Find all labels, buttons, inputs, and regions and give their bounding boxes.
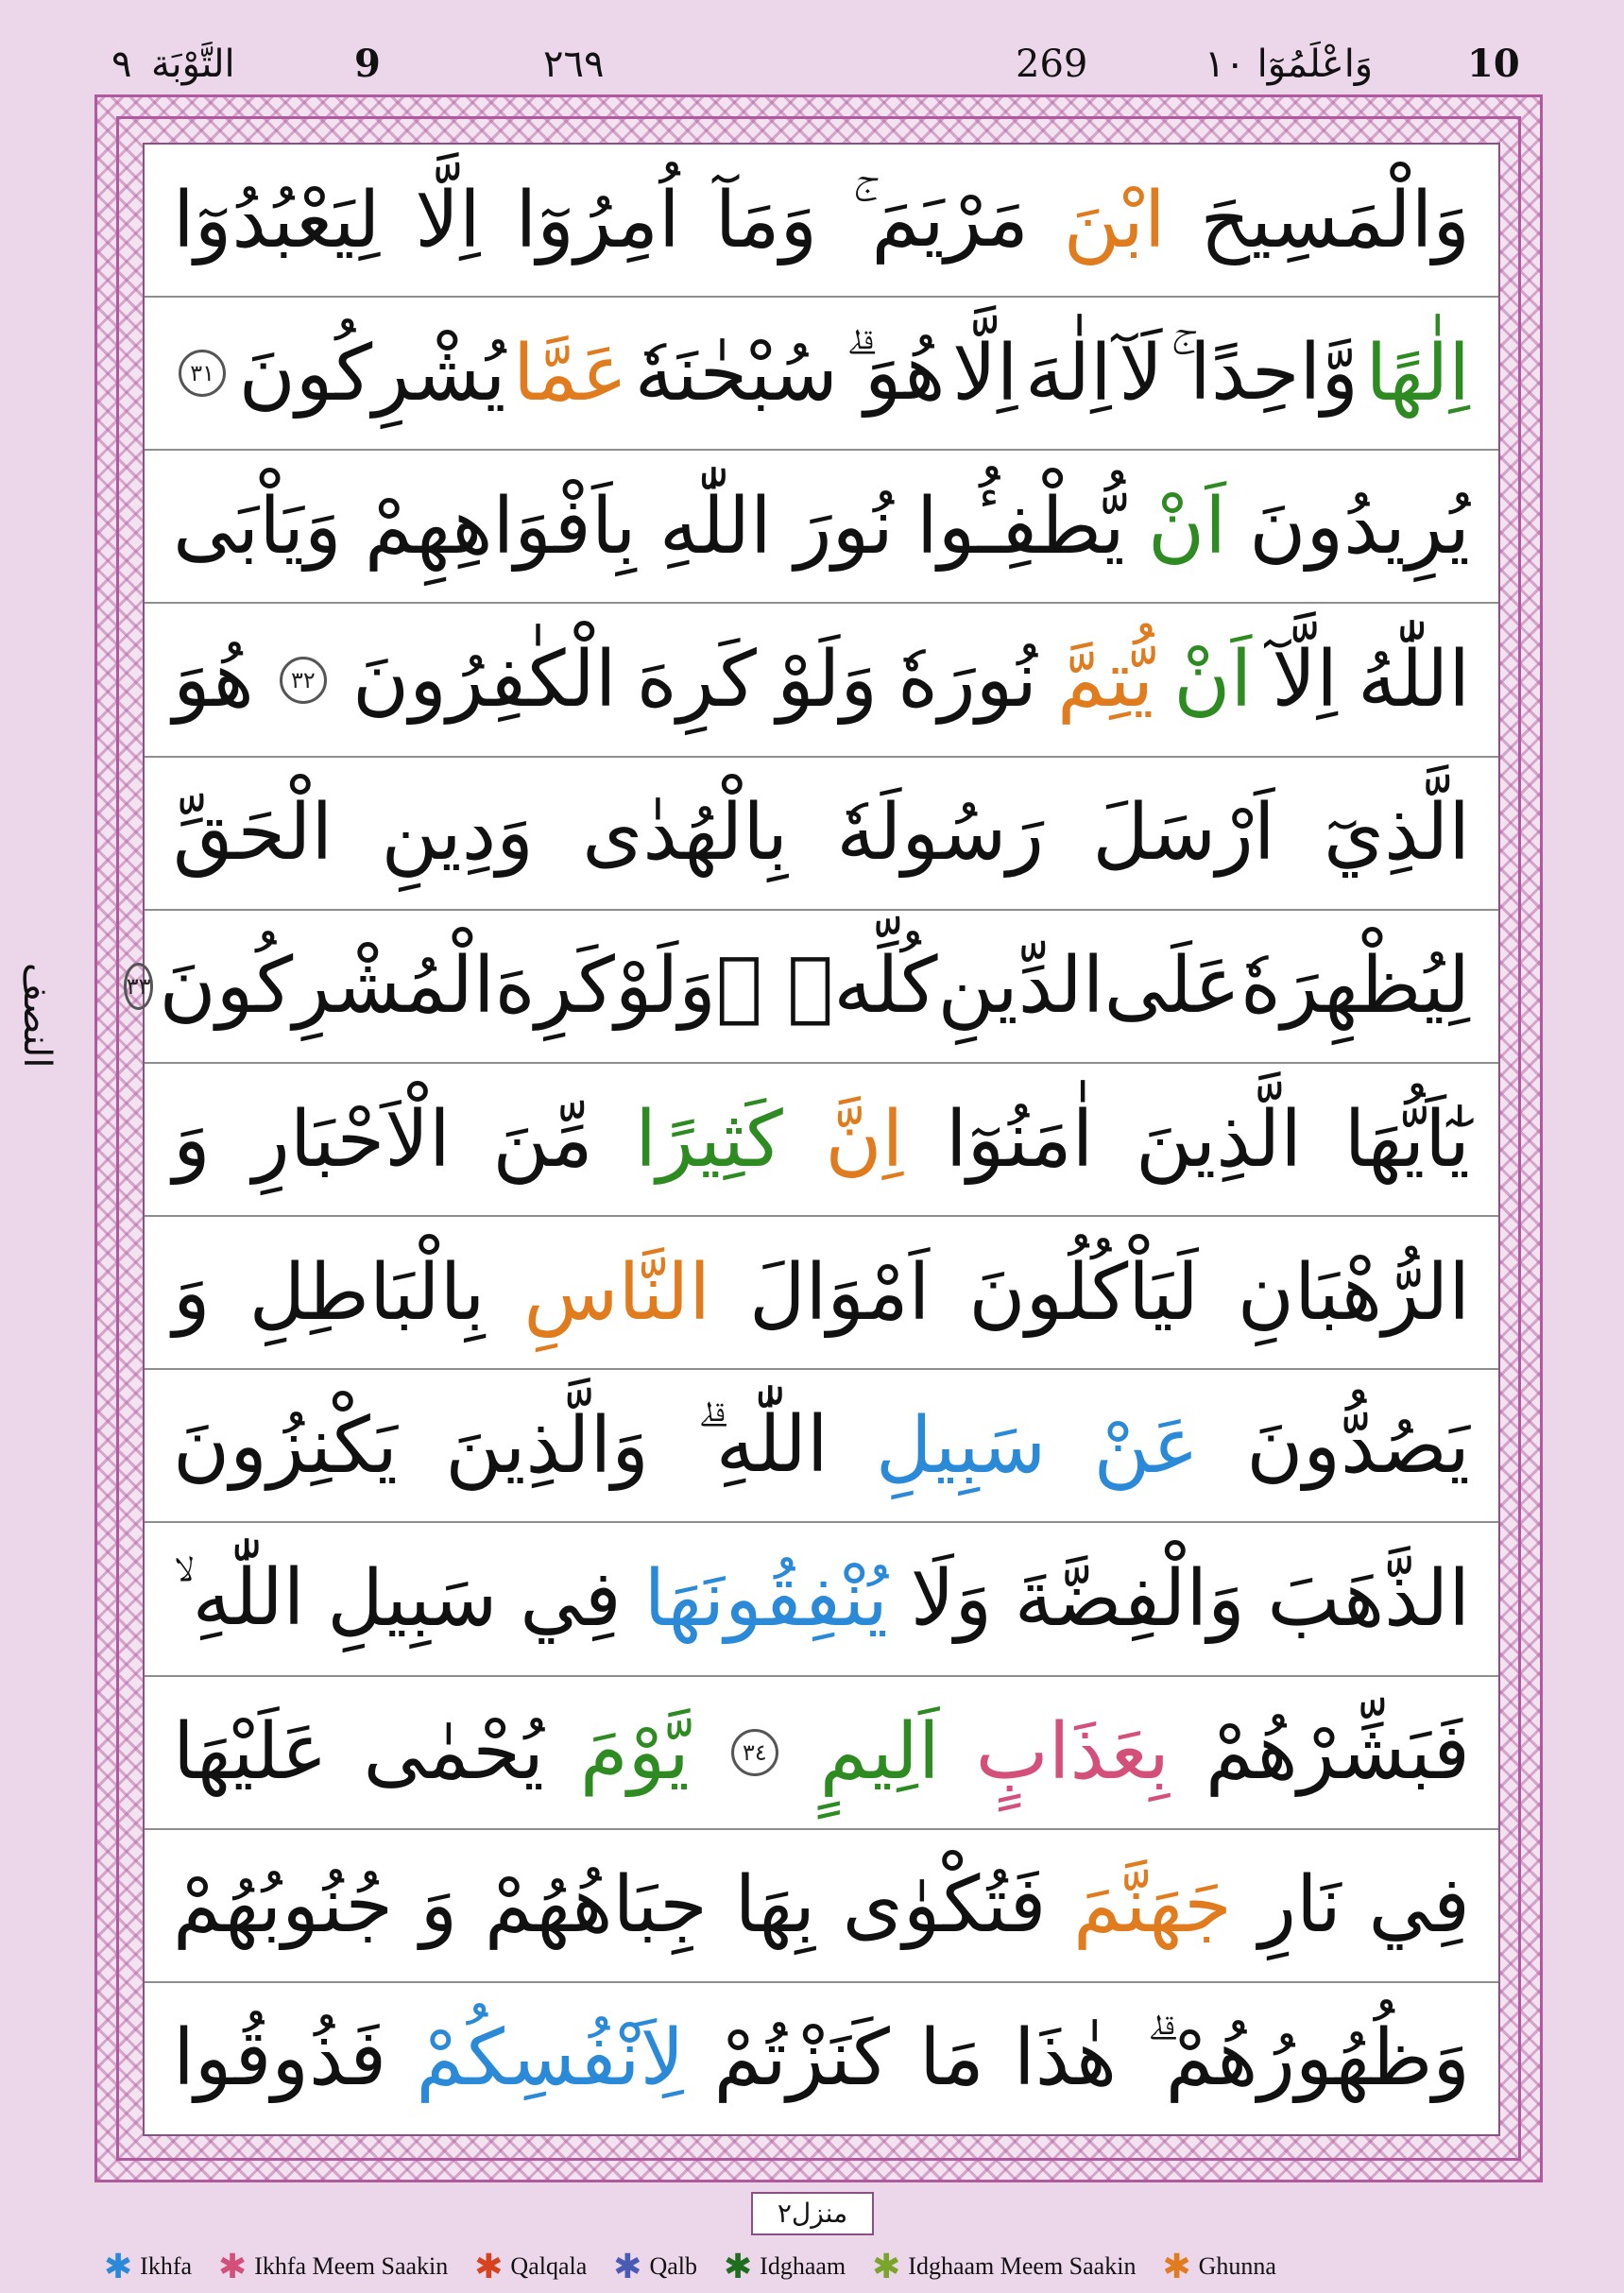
quran-word: هٰذَا — [1013, 2013, 1117, 2104]
quran-word: وَدِينِ — [381, 788, 534, 879]
legend-label: Idghaam — [760, 2252, 846, 2280]
text-line — [145, 451, 1498, 604]
text-line — [126, 911, 1498, 1064]
quran-word: الرُّهْبَانِ — [1237, 1247, 1470, 1338]
quran-word: اللّٰهِ ۗ — [696, 1400, 829, 1491]
quran-word: اللّٰهِ — [658, 481, 772, 572]
quran-word: جِبَاهُهُمْ — [484, 1860, 708, 1951]
quran-word: يٰٓاَيُّهَا — [1343, 1094, 1470, 1185]
quran-word: لَآ — [1119, 328, 1164, 419]
quran-word: يَكْنِزُونَ — [173, 1400, 398, 1491]
star-icon: ✱ — [474, 2248, 504, 2285]
quran-word: فِي — [520, 1553, 622, 1644]
surah-name: التَّوْبَة — [151, 43, 235, 86]
quran-word: اِلَّا — [415, 175, 481, 265]
quran-word: بِهَا — [734, 1860, 816, 1951]
text-line — [145, 145, 1498, 298]
juz-name: وَاعْلَمُوٓا ١٠ — [1205, 43, 1374, 86]
quran-word: فَبَشِّرْهُمْ — [1205, 1707, 1470, 1798]
legend-item — [104, 2250, 192, 2284]
quran-word: يُرِيدُونَ — [1249, 481, 1470, 572]
quran-word: الْحَقِّ — [173, 788, 333, 879]
quran-word: الْمُشْرِكُونَ — [159, 941, 495, 1032]
hizb-marker-label: النصف — [15, 963, 59, 1069]
quran-word: هُوَ — [173, 635, 254, 726]
quran-word: مِّنَ — [492, 1094, 593, 1185]
quran-word: يُّطْفِـُٔوا — [916, 481, 1125, 572]
quran-word: بِاَفْوَاهِهِمْ — [364, 481, 637, 572]
quran-word: يَصُدُّونَ — [1246, 1400, 1470, 1491]
quran-word: عَلَيْهَا — [173, 1707, 328, 1798]
star-icon: ✱ — [218, 2248, 248, 2285]
quran-word: الدِّينِ — [937, 941, 1104, 1032]
quran-word: وَ — [173, 1247, 211, 1338]
page-number-arabic: ٢٦٩ — [543, 43, 605, 86]
quran-word: سَبِيلِ — [327, 1553, 498, 1644]
legend-label: Idghaam Meem Saakin — [908, 2252, 1137, 2280]
ornamental-frame — [94, 94, 1543, 2182]
star-icon: ✱ — [872, 2248, 901, 2285]
text-line — [145, 1217, 1498, 1370]
quran-word: الذَّهَبَ — [1267, 1553, 1470, 1644]
quran-word: لِيَعْبُدُوٓا — [173, 175, 381, 265]
ayah-number-marker: ٣١ — [179, 350, 226, 397]
quran-word: لِيُظْهِرَهٗ — [1240, 941, 1470, 1032]
ayah-number-marker: ٣٣ — [124, 963, 154, 1010]
quran-word: وَالْفِضَّةَ — [1014, 1553, 1245, 1644]
tajweed-color-legend — [104, 2247, 1559, 2286]
quran-word: بِالْبَاطِلِ — [248, 1247, 486, 1338]
manzil-label: منزل٢ — [751, 2192, 874, 2235]
quran-word: اللّٰهُ — [1358, 635, 1470, 726]
quran-word: اللّٰهِ ۙ — [173, 1553, 305, 1644]
quran-word: وَالْمَسِيحَ — [1200, 175, 1470, 265]
quran-word: الْاَحْبَارِ — [252, 1094, 451, 1185]
quran-word: عَلَى — [1103, 941, 1240, 1032]
quran-word: اِلٰهَ — [1025, 328, 1112, 419]
quran-word: يُنْفِقُونَهَا — [643, 1553, 888, 1644]
quran-word: مَرْيَمَ ۚ — [851, 175, 1029, 265]
quran-word: كَرِهَ — [636, 635, 757, 726]
text-line — [145, 1523, 1498, 1676]
quran-word: يُحْمٰى — [363, 1707, 545, 1798]
quran-word: وَمَآ — [714, 175, 818, 265]
quran-word: اَنْ — [1173, 635, 1253, 726]
quran-word: الْكٰفِرُونَ — [351, 635, 617, 726]
quran-word: فَتُكْوٰى — [842, 1860, 1047, 1951]
quran-word: جُنُوبُهُمْ — [173, 1860, 394, 1951]
quran-word: بِالْهُدٰى — [582, 788, 789, 879]
legend-item — [218, 2250, 448, 2284]
quran-word: وَّاحِدًا ۚ — [1170, 328, 1359, 419]
quran-text-area — [126, 143, 1500, 2136]
text-line — [145, 1983, 1498, 2134]
quran-word: اِنَّ — [825, 1094, 904, 1185]
text-line — [145, 758, 1498, 911]
quran-word: رَسُولَهٗ — [836, 788, 1045, 879]
star-icon: ✱ — [613, 2248, 642, 2285]
quran-word: مَا — [918, 2013, 984, 2104]
quran-word: الَّذِيٓ — [1324, 788, 1470, 879]
quran-word: كَثِيرًا — [635, 1094, 783, 1185]
quran-word: اِلٰهًا — [1365, 328, 1470, 419]
quran-word: كُلِّهٖ ۙ — [715, 941, 938, 1032]
quran-word: اِلَّآ — [1272, 635, 1338, 726]
quran-word: اِلَّا — [951, 328, 1018, 419]
quran-word: لَيَاْكُلُونَ — [968, 1247, 1199, 1338]
quran-word: اٰمَنُوٓا — [945, 1094, 1094, 1185]
quran-word: وَالَّذِينَ — [445, 1400, 649, 1491]
text-line — [145, 1830, 1498, 1983]
quran-word: سُبْحٰنَهٗ — [634, 328, 838, 419]
quran-word: نُورَ — [794, 481, 894, 572]
text-line — [145, 1064, 1498, 1217]
legend-item — [613, 2250, 697, 2284]
quran-word: وَلَوْ — [777, 635, 879, 726]
legend-label: Qalqala — [510, 2252, 588, 2280]
page-number: 269 — [1016, 43, 1088, 86]
quran-word: بِعَذَابٍ — [975, 1707, 1170, 1798]
quran-word: فِي — [1368, 1860, 1470, 1951]
quran-word: اَنْ — [1148, 481, 1227, 572]
text-line — [145, 1370, 1498, 1523]
legend-label: Ikhfa — [140, 2252, 193, 2280]
text-line — [145, 298, 1498, 451]
quran-word: اَمْوَالَ — [748, 1247, 931, 1338]
quran-word: فَذُوقُوا — [173, 2013, 387, 2104]
legend-item — [1162, 2250, 1276, 2284]
ayah-number-marker: ٣٤ — [731, 1729, 778, 1776]
quran-word: وَلَوْ — [614, 941, 716, 1032]
surah-number-arabic: ٩ — [111, 43, 132, 86]
quran-word: وَظُهُورُهُمْ ۗ — [1146, 2012, 1470, 2103]
legend-item — [872, 2250, 1136, 2284]
quran-word: الَّذِينَ — [1135, 1094, 1303, 1185]
star-icon: ✱ — [1162, 2248, 1191, 2285]
legend-label: Ikhfa Meem Saakin — [254, 2252, 449, 2280]
legend-item — [724, 2250, 846, 2284]
quran-word: كَنَزْتُمْ — [713, 2013, 890, 2104]
page-header — [0, 36, 1624, 102]
quran-word: ابْنَ — [1063, 175, 1166, 265]
quran-word: اَرْسَلَ — [1092, 788, 1275, 879]
quran-word: نَارِ — [1258, 1860, 1342, 1951]
quran-word: عَمَّا — [512, 328, 628, 419]
quran-word: كَرِهَ — [494, 941, 615, 1032]
quran-word: وَ — [419, 1860, 458, 1951]
text-line — [145, 1677, 1498, 1830]
quran-word: جَهَنَّمَ — [1073, 1860, 1232, 1951]
legend-item — [474, 2250, 587, 2284]
juz-number: 10 — [1467, 42, 1520, 86]
quran-word: وَيَاْبَى — [173, 481, 342, 572]
quran-word: نُورَهٗ — [897, 635, 1037, 726]
quran-word: عَنْ — [1093, 1400, 1199, 1491]
surah-number: 9 — [354, 42, 381, 86]
ayah-number-marker: ٣٢ — [280, 657, 327, 704]
quran-word: يَّوْمَ — [579, 1707, 690, 1798]
star-icon: ✱ — [723, 2248, 753, 2285]
quran-word: يُّتِمَّ — [1057, 635, 1154, 726]
legend-label: Qalb — [649, 2252, 697, 2280]
quran-word: اُمِرُوٓا — [515, 175, 680, 265]
quran-word: لِاَنْفُسِكُمْ — [416, 2013, 685, 2104]
quran-word: هُوَ ۗ — [845, 328, 946, 419]
quran-word: وَلَا — [910, 1553, 993, 1644]
quran-word: سَبِيلِ — [875, 1400, 1047, 1491]
quran-word: اَلِيمٍ — [819, 1707, 940, 1798]
quran-word: وَ — [173, 1094, 211, 1185]
quran-word: النَّاسِ — [523, 1247, 711, 1338]
legend-label: Ghunna — [1198, 2252, 1276, 2280]
star-icon: ✱ — [104, 2248, 133, 2285]
quran-word: يُشْرِكُونَ — [238, 328, 506, 419]
text-line — [145, 604, 1498, 757]
